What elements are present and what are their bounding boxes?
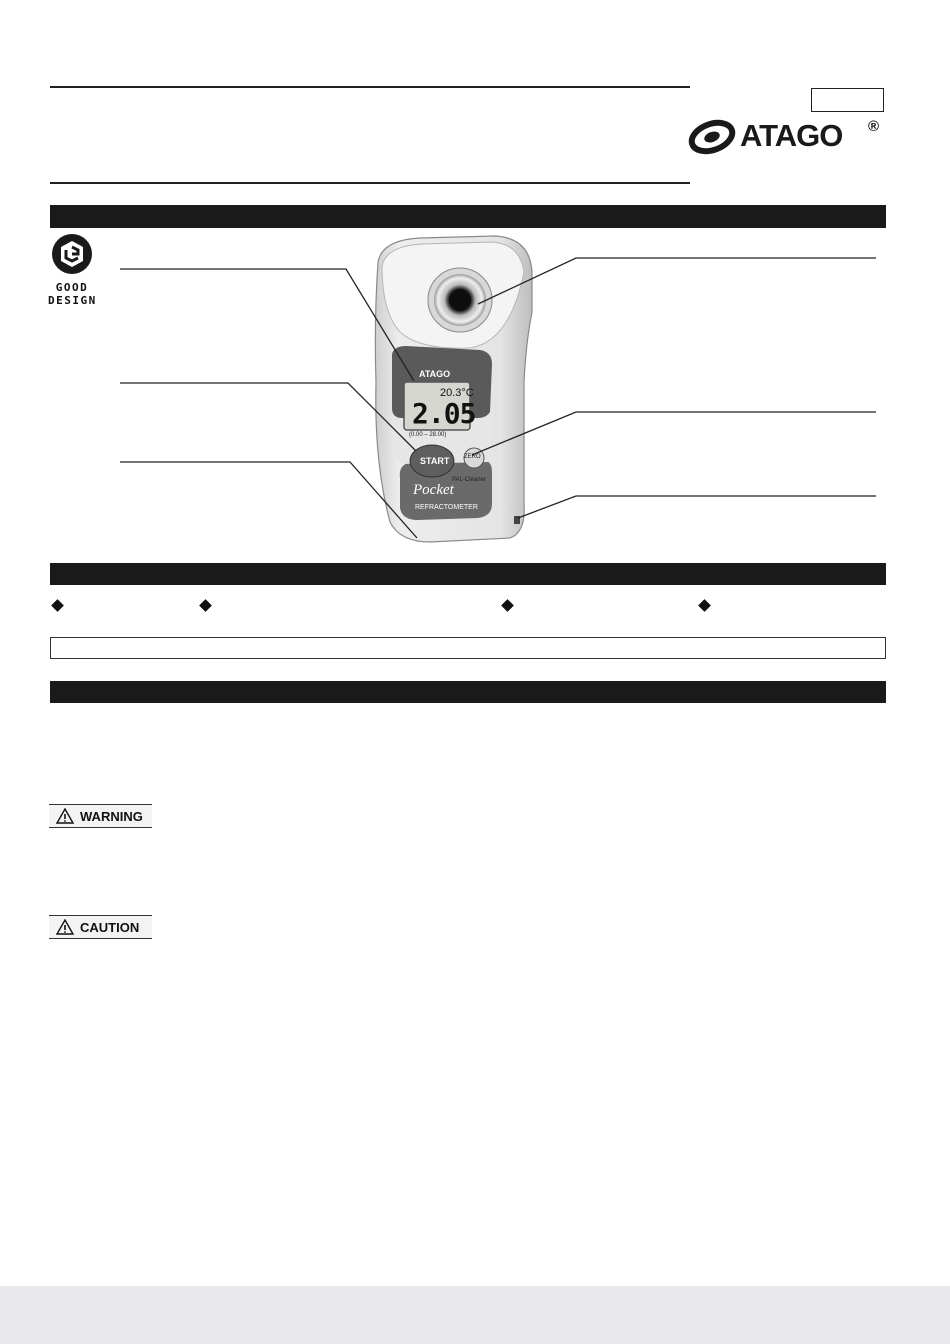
warning-triangle-icon <box>56 919 74 935</box>
bullet-diamond-icon <box>199 599 212 612</box>
caution-label: CAUTION <box>80 919 140 935</box>
bullet-diamond-icon <box>51 599 64 612</box>
device-zero-button: ZERO <box>464 454 481 460</box>
registered-mark: ® <box>868 118 880 135</box>
device-script-name: Pocket <box>413 482 454 498</box>
good-design-line2: DESIGN <box>48 294 97 307</box>
device-range-text: (0.00 – 28.00) <box>409 432 447 438</box>
device-logo: ATAGO <box>419 369 451 379</box>
warning-sign <box>49 804 152 828</box>
leader-port <box>518 496 876 518</box>
warning-label: WARNING <box>80 808 143 824</box>
brand-name: ATAGO <box>740 118 843 153</box>
device-model-name: PAL-Cleaner <box>452 477 486 483</box>
device-start-button: START <box>420 456 450 466</box>
bullet-diamond-icon <box>698 599 711 612</box>
caution-sign <box>49 915 152 939</box>
leader-battery <box>120 462 417 538</box>
leader-display <box>120 269 414 381</box>
warning-triangle-icon <box>56 808 74 824</box>
footer-band <box>0 1286 950 1344</box>
device-temperature-readout: 20.3°C <box>440 387 474 399</box>
good-design-line1: GOOD <box>55 281 89 294</box>
section-bar-2 <box>50 563 886 585</box>
bullet-diamond-icon <box>501 599 514 612</box>
leader-start <box>120 383 416 451</box>
callout-leader-lines <box>0 0 950 600</box>
leader-zero <box>472 412 876 455</box>
device-product-name: REFRACTOMETER <box>415 504 478 511</box>
device-value-readout: 2.05 <box>412 397 476 430</box>
leader-prism <box>478 258 876 304</box>
specification-note-box <box>50 637 886 659</box>
section-bar-3 <box>50 681 886 703</box>
